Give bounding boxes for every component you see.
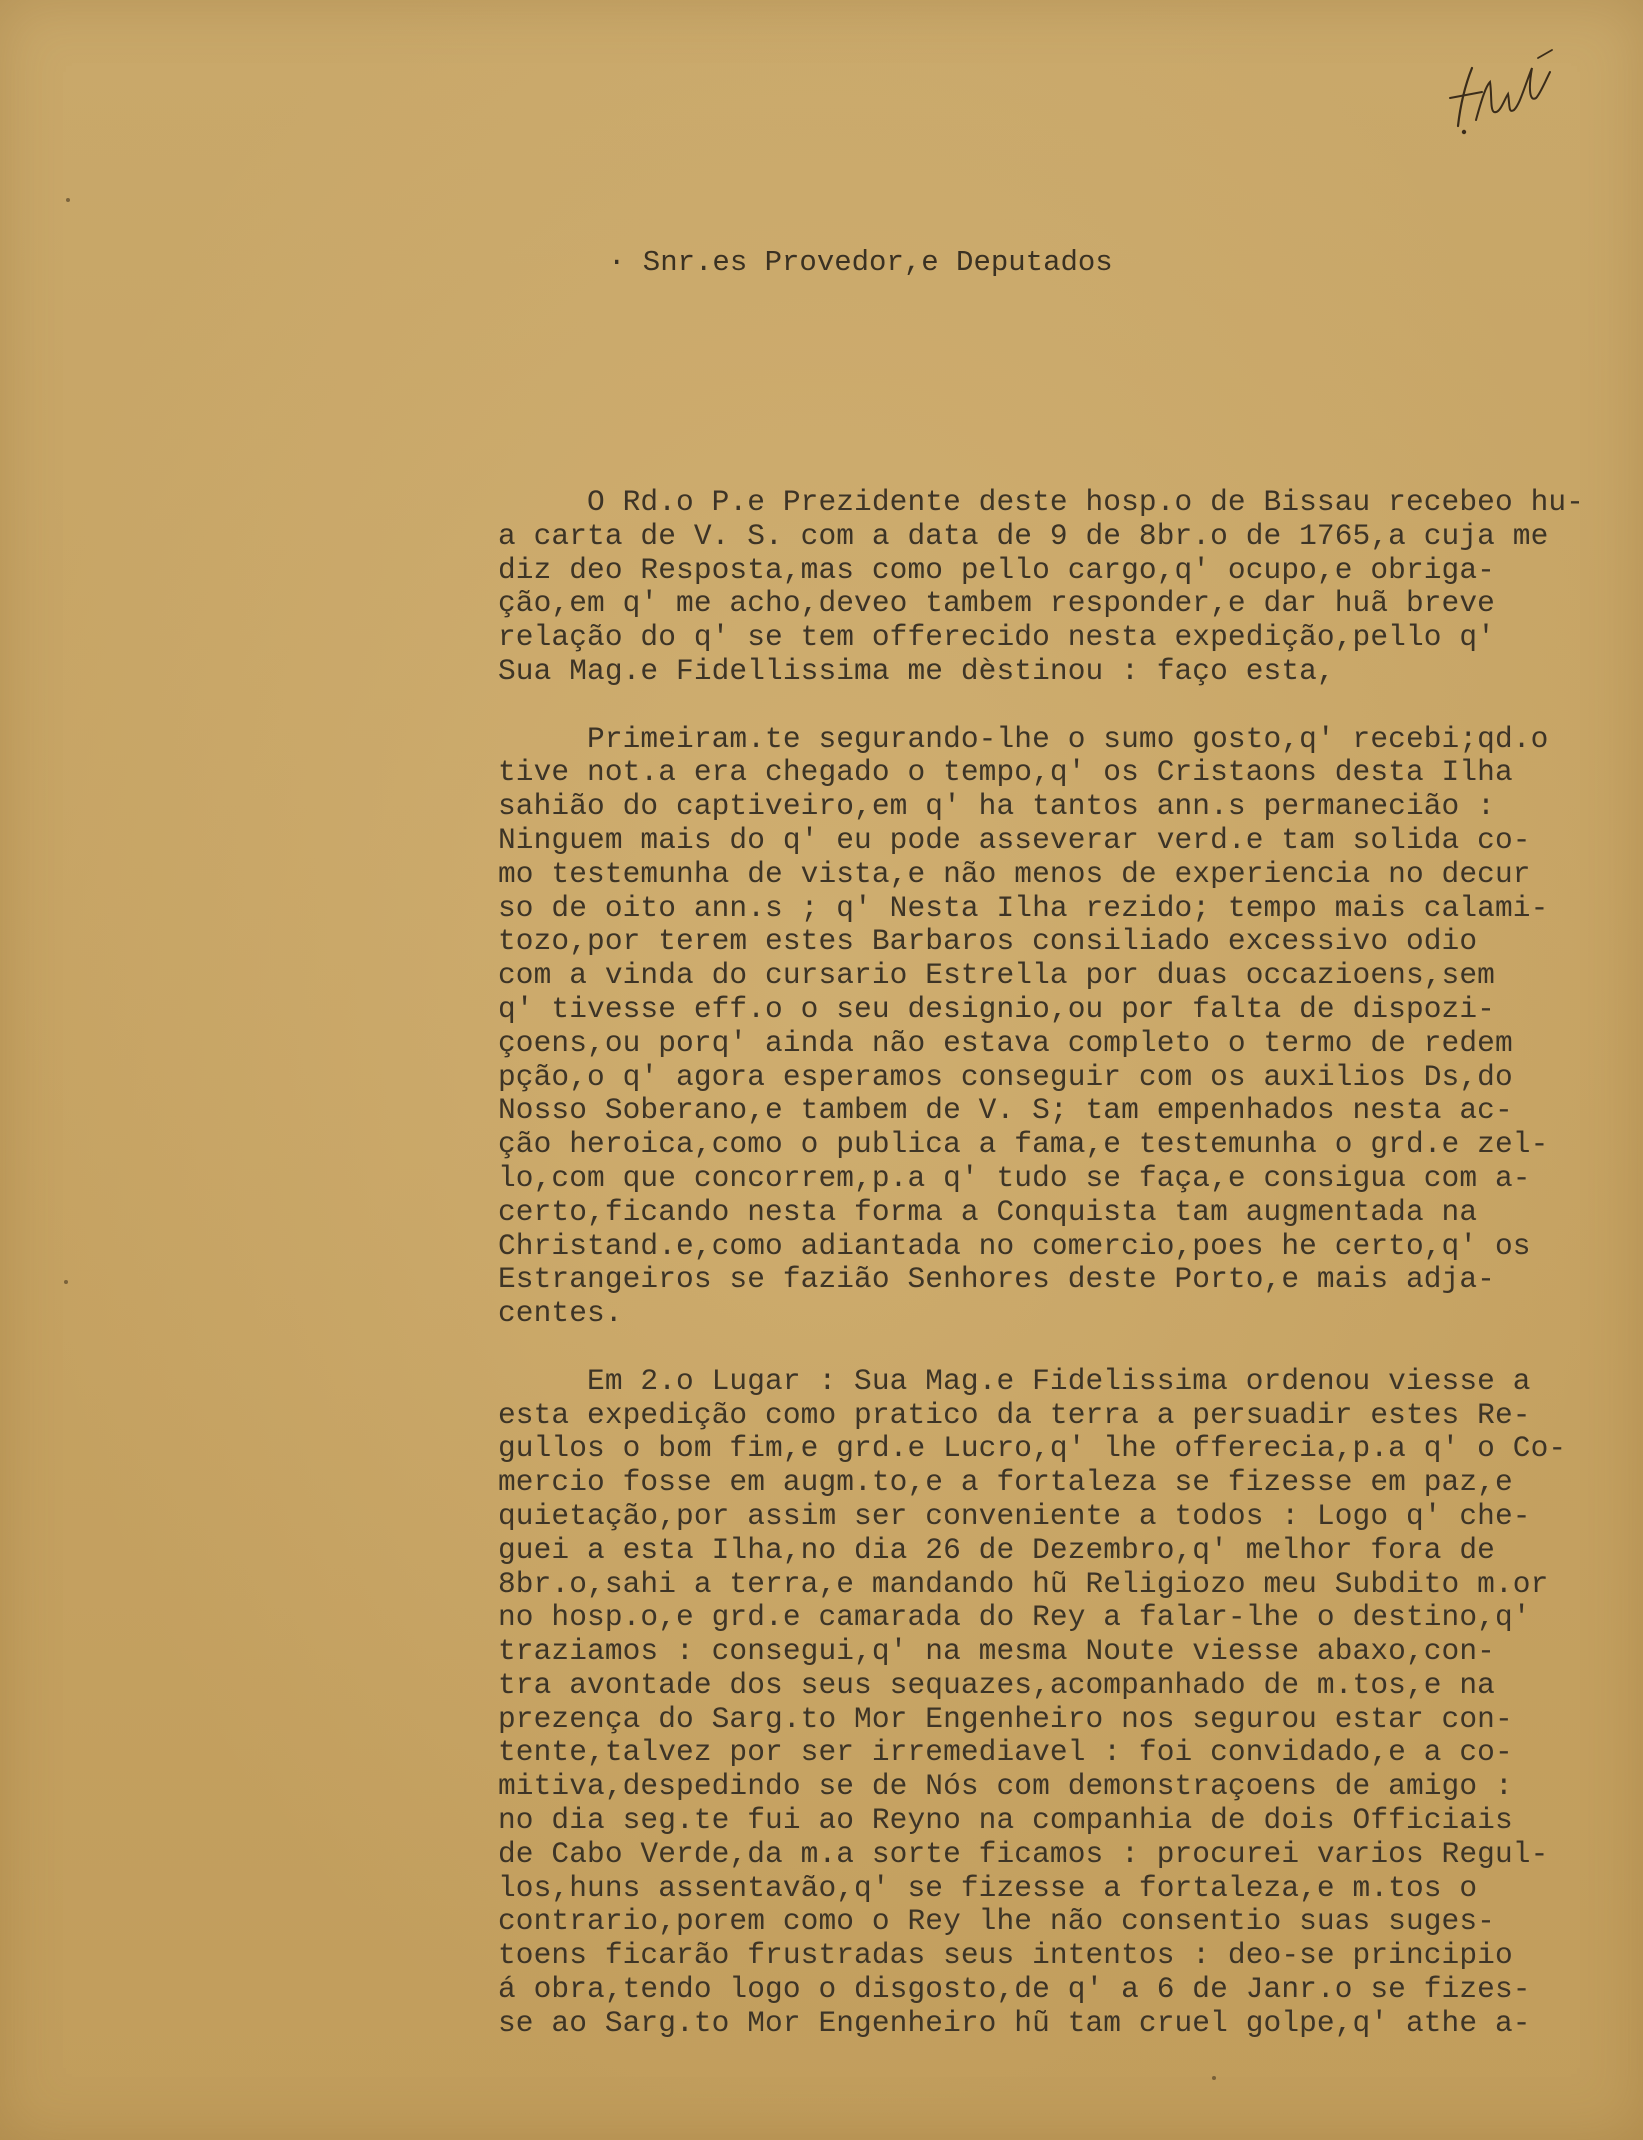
text-line: certo,ficando nesta forma a Conquista tam augmentada na — [498, 1194, 1478, 1229]
text-line: tozo,por terem estes Barbaros consiliado excessivo odio — [498, 924, 1478, 959]
text-line: á obra,tendo logo o disgosto,de q' a 6 de Janr.o se fizes- — [498, 1972, 1531, 2007]
text-line: tive not.a era chegado o tempo,q' os Cristaons desta Ilha — [498, 755, 1513, 790]
handwritten-signature — [1420, 28, 1570, 148]
paper-speck — [64, 1280, 68, 1284]
text-line: 8br.o,sahi a terra,e mandando hũ Religiozo meu Subdito m.or — [498, 1566, 1549, 1601]
text-line: so de oito ann.s ; q' Nesta Ilha rezido; tempo mais calami- — [498, 890, 1549, 925]
text-line: diz deo Resposta,mas como pello cargo,q' ocupo,e obriga- — [498, 552, 1495, 587]
text-line: toens ficarão frustradas seus intentos : deo-se principio — [498, 1938, 1513, 1973]
text-line: com a vinda do cursario Estrella por duas occazioens,sem — [498, 958, 1495, 993]
text-line: mitiva,despedindo se de Nós com demonstraçoens de amigo : — [498, 1769, 1513, 1804]
text-line: quietação,por assim ser conveniente a todos : Logo q' che- — [498, 1498, 1531, 1533]
text-line: q' tivesse eff.o o seu designio,ou por falta de dispozi- — [498, 991, 1495, 1026]
text-line: guei a esta Ilha,no dia 26 de Dezembro,q' melhor fora de — [498, 1532, 1495, 1567]
text-line: mercio fosse em augm.to,e a fortaleza se fizesse em paz,e — [498, 1465, 1513, 1500]
text-line: esta expedição como pratico da terra a persuadir estes Re- — [498, 1397, 1531, 1432]
paragraph-3 — [498, 1365, 1618, 2041]
letter-heading: · Snr.es Provedor,e Deputados — [608, 246, 1113, 279]
text-line: tente,talvez por ser irremediavel : foi convidado,e a co- — [498, 1735, 1513, 1770]
text-line: centes. — [498, 1296, 623, 1331]
text-line: se ao Sarg.to Mor Engenheiro hũ tam cruel golpe,q' athe a- — [498, 2005, 1531, 2040]
text-line: Ninguem mais do q' eu pode asseverar verd.e tam solida co- — [498, 822, 1531, 857]
text-line: Sua Mag.e Fidellissima me dèstinou : faço esta, — [498, 653, 1335, 688]
text-line: Primeiram.te segurando-lhe o sumo gosto,q' recebi;qd.o — [498, 721, 1549, 756]
text-line: sahião do captiveiro,em q' ha tantos ann.s permanecião : — [498, 789, 1495, 824]
text-line: gullos o bom fim,e grd.e Lucro,q' lhe offerecia,p.a q' o Co- — [498, 1431, 1567, 1466]
text-line: lo,com que concorrem,p.a q' tudo se faça,e consigua com a- — [498, 1160, 1531, 1195]
text-line: no dia seg.te fui ao Reyno na companhia de dois Officiais — [498, 1803, 1513, 1838]
text-line: no hosp.o,e grd.e camarada do Rey a falar-lhe o destino,q' — [498, 1600, 1531, 1635]
letter-body — [498, 486, 1618, 2041]
text-line: relação do q' se tem offerecido nesta expedição,pello q' — [498, 620, 1495, 655]
text-line: ção heroica,como o publica a fama,e testemunha o grd.e zel- — [498, 1127, 1549, 1162]
text-line: pção,o q' agora esperamos conseguir com os auxilios Ds,do — [498, 1059, 1513, 1094]
paper-speck — [66, 198, 70, 202]
paper-speck — [1212, 2076, 1216, 2080]
text-line: mo testemunha de vista,e não menos de experiencia no decur — [498, 856, 1531, 891]
text-line: contrario,porem como o Rey lhe não consentio suas suges- — [498, 1904, 1495, 1939]
text-line: Em 2.o Lugar : Sua Mag.e Fidelissima ordenou viesse a — [498, 1363, 1531, 1398]
text-line: los,huns assentavão,q' se fizesse a fortaleza,e m.tos o — [498, 1870, 1478, 1905]
text-line: Estrangeiros se fazião Senhores deste Porto,e mais adja- — [498, 1262, 1495, 1297]
text-line: tra avontade dos seus sequazes,acompanhado de m.tos,e na — [498, 1667, 1495, 1702]
text-line: de Cabo Verde,da m.a sorte ficamos : procurei varios Regul- — [498, 1836, 1549, 1871]
text-line: ção,em q' me acho,deveo tambem responder,e dar huã breve — [498, 586, 1495, 621]
text-line: Nosso Soberano,e tambem de V. S; tam empenhados nesta ac- — [498, 1093, 1513, 1128]
text-line: traziamos : consegui,q' na mesma Noute viesse abaxo,con- — [498, 1634, 1495, 1669]
paragraph-2 — [498, 723, 1618, 1331]
text-line: Christand.e,como adiantada no comercio,poes he certo,q' os — [498, 1228, 1531, 1263]
text-line: çoens,ou porq' ainda não estava completo o termo de redem — [498, 1025, 1513, 1060]
text-line: O Rd.o P.e Prezidente deste hosp.o de Bissau recebeo hu- — [498, 485, 1584, 519]
text-line: a carta de V. S. com a data de 9 de 8br.o de 1765,a cuja me — [498, 518, 1549, 553]
text-line: prezença do Sarg.to Mor Engenheiro nos segurou estar con- — [498, 1701, 1513, 1736]
paragraph-1 — [498, 486, 1618, 689]
